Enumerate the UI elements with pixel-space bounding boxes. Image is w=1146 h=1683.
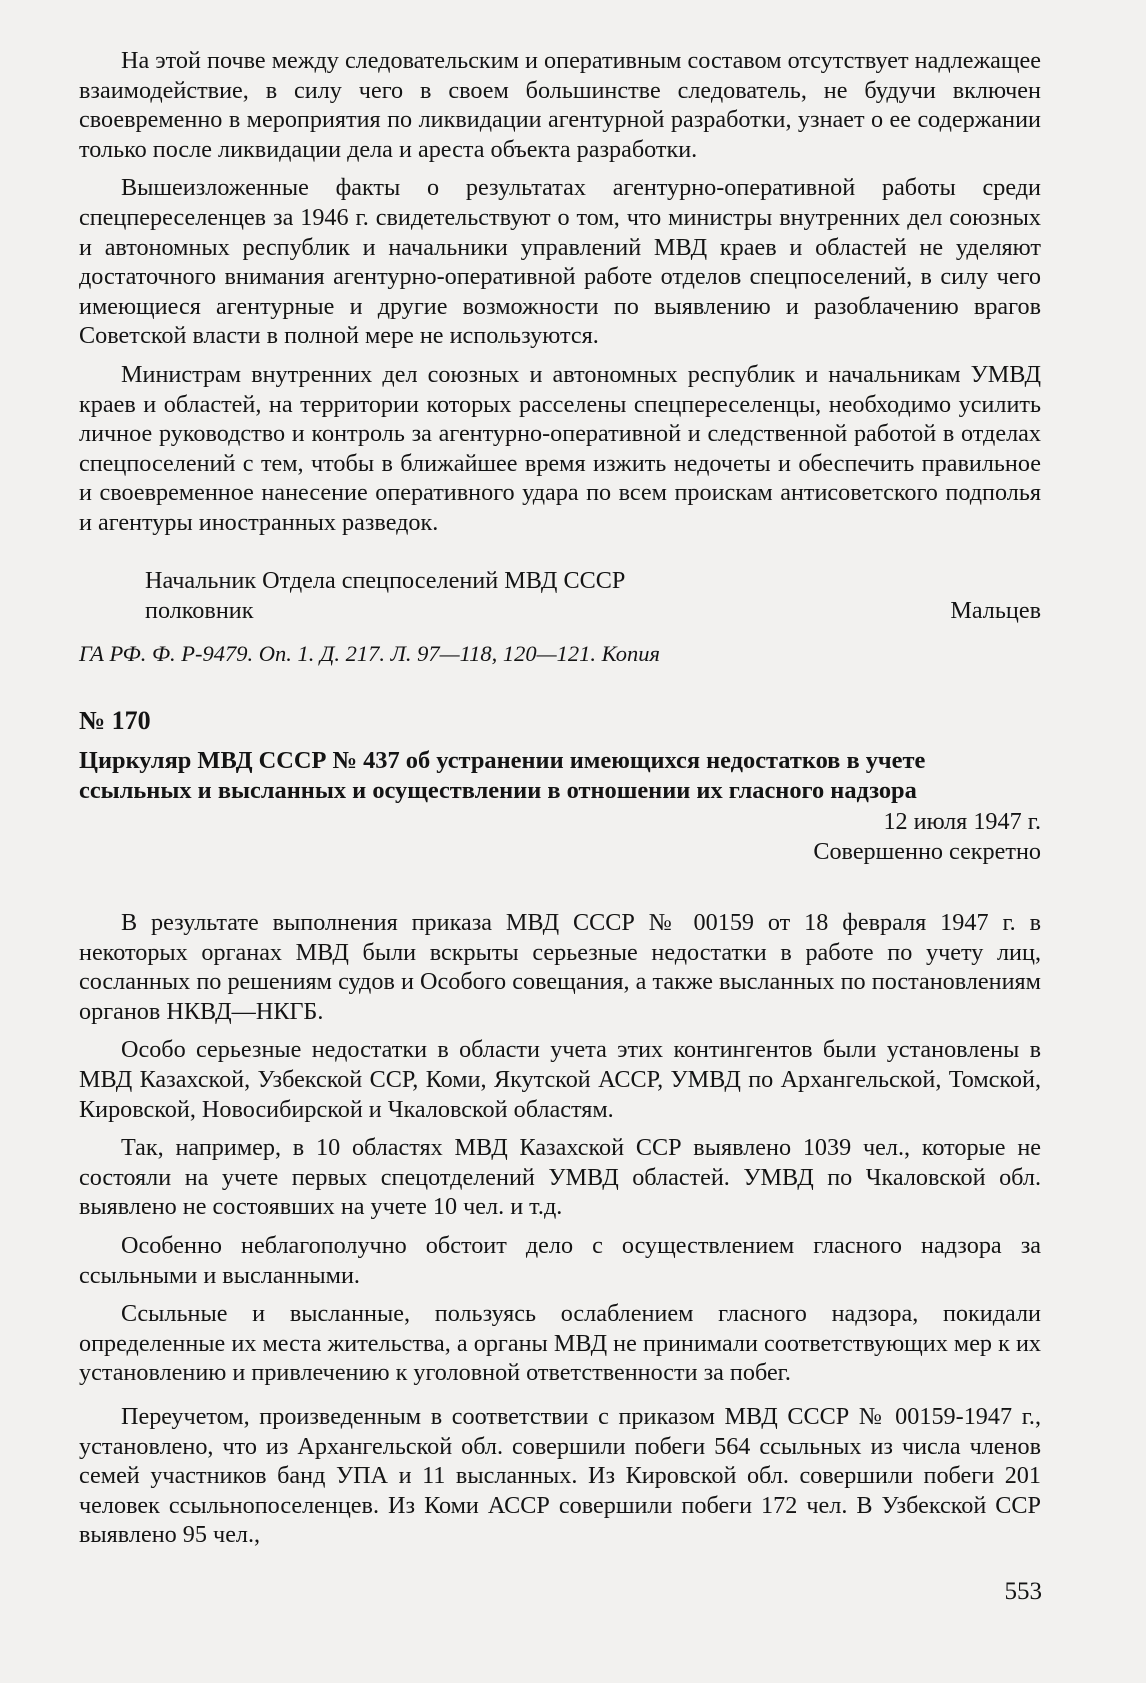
document-number: № 170 xyxy=(79,706,151,735)
archive-source-note: ГА РФ. Ф. Р-9479. Оп. 1. Д. 217. Л. 97—118, 120—121. Копия xyxy=(79,641,660,667)
signatory-position: Начальник Отдела спецпоселений МВД СССР xyxy=(145,567,626,594)
paragraph: Вышеизложенные факты о результатах агентурно-оперативной работы среди спецпереселенцев за 1946 г. свидетельствуют о том, что министры внутренних дел союзных и автономных республик и начальники управлений МВД краев и областей не уделяют достаточного внимания агентурно-оперативной работе отделов спецпоселений, в силу чего имеющиеся агентурные и другие возможности по выявлению и разоблачению врагов Советской власти в полной мере не используются. xyxy=(79,174,1041,350)
signature-block xyxy=(79,566,1041,668)
continued-report-section xyxy=(79,46,1041,547)
paragraph: На этой почве между следовательским и оперативным составом отсутствует надлежащее взаимодействие, в силу чего в своем большинстве следователь, не будучи включен своевременно в мероприятия по ликвидации агентурной разработки, узнает о ее содержании только после ликвидации дела и ареста объекта разработки. xyxy=(79,47,1041,163)
paragraph: Переучетом, произведенным в соответствии с приказом МВД СССР № 00159-1947 г., установлено, что из Архангельской обл. совершили побеги 564 ссыльных из числа членов семей участников банд УПА и 11 высланных. Из Кировской обл. совершили побеги 201 человек ссыльнопоселенцев. Из Коми АССР совершили побеги 172 чел. В Узбекской ССР выявлено 95 чел., xyxy=(79,1402,1041,1549)
paragraph: Особенно неблагополучно обстоит дело с осуществлением гласного надзора за ссыльными и высланными. xyxy=(79,1231,1041,1289)
classification-stamp: Совершенно секретно xyxy=(813,837,1041,865)
signatory-name: Мальцев xyxy=(950,596,1041,624)
signatory-rank: полковник xyxy=(145,596,254,624)
document-title: Циркуляр МВД СССР № 437 об устранении имеющихся недостатков в учете ссыльных и высланных и осуществлении в отношении их гласного надзора xyxy=(79,747,926,804)
document-body xyxy=(79,908,1041,1559)
paragraph: Министрам внутренних дел союзных и автономных республик и начальникам УМВД краев и областей, на территории которых расселены спецпереселенцы, необходимо усилить личное руководство и контроль за агентурно-оперативной и следственной работой в отделах спецпоселений с тем, чтобы в ближайшее время изжить недочеты и обеспечить правильное и своевременное нанесение оперативного удара по всем проискам антисоветского подполья и агентуры иностранных разведок. xyxy=(79,360,1041,536)
document-date: 12 июля 1947 г. xyxy=(883,808,1041,836)
paragraph: Ссыльные и высланные, пользуясь ослаблением гласного надзора, покидали определенные их места жительства, а органы МВД не принимали соответствующих мер к их установлению и привлечению к уголовной ответственности за побег. xyxy=(79,1300,1041,1387)
document-170 xyxy=(79,706,1041,866)
page-number: 553 xyxy=(1004,1578,1042,1605)
paragraph: Так, например, в 10 областях МВД Казахской ССР выявлено 1039 чел., которые не состояли на учете первых спецотделений УМВД областей. УМВД по Чкаловской обл. выявлено не состоявших на учете 10 чел. и т.д. xyxy=(79,1134,1041,1221)
paragraph: В результате выполнения приказа МВД СССР № 00159 от 18 февраля 1947 г. в некоторых органах МВД были вскрыты серьезные недостатки в работе по учету лиц, сосланных по решениям судов и Особого совещания, а также высланных по постановлениям органов НКВД—НКГБ. xyxy=(79,909,1041,1025)
paragraph: Особо серьезные недостатки в области учета этих контингентов были установлены в МВД Казахской, Узбекской ССР, Коми, Якутской АССР, УМВД по Архангельской, Томской, Кировской, Новосибирской и Чкаловской областям. xyxy=(79,1036,1041,1123)
signatory-row xyxy=(79,596,1041,626)
